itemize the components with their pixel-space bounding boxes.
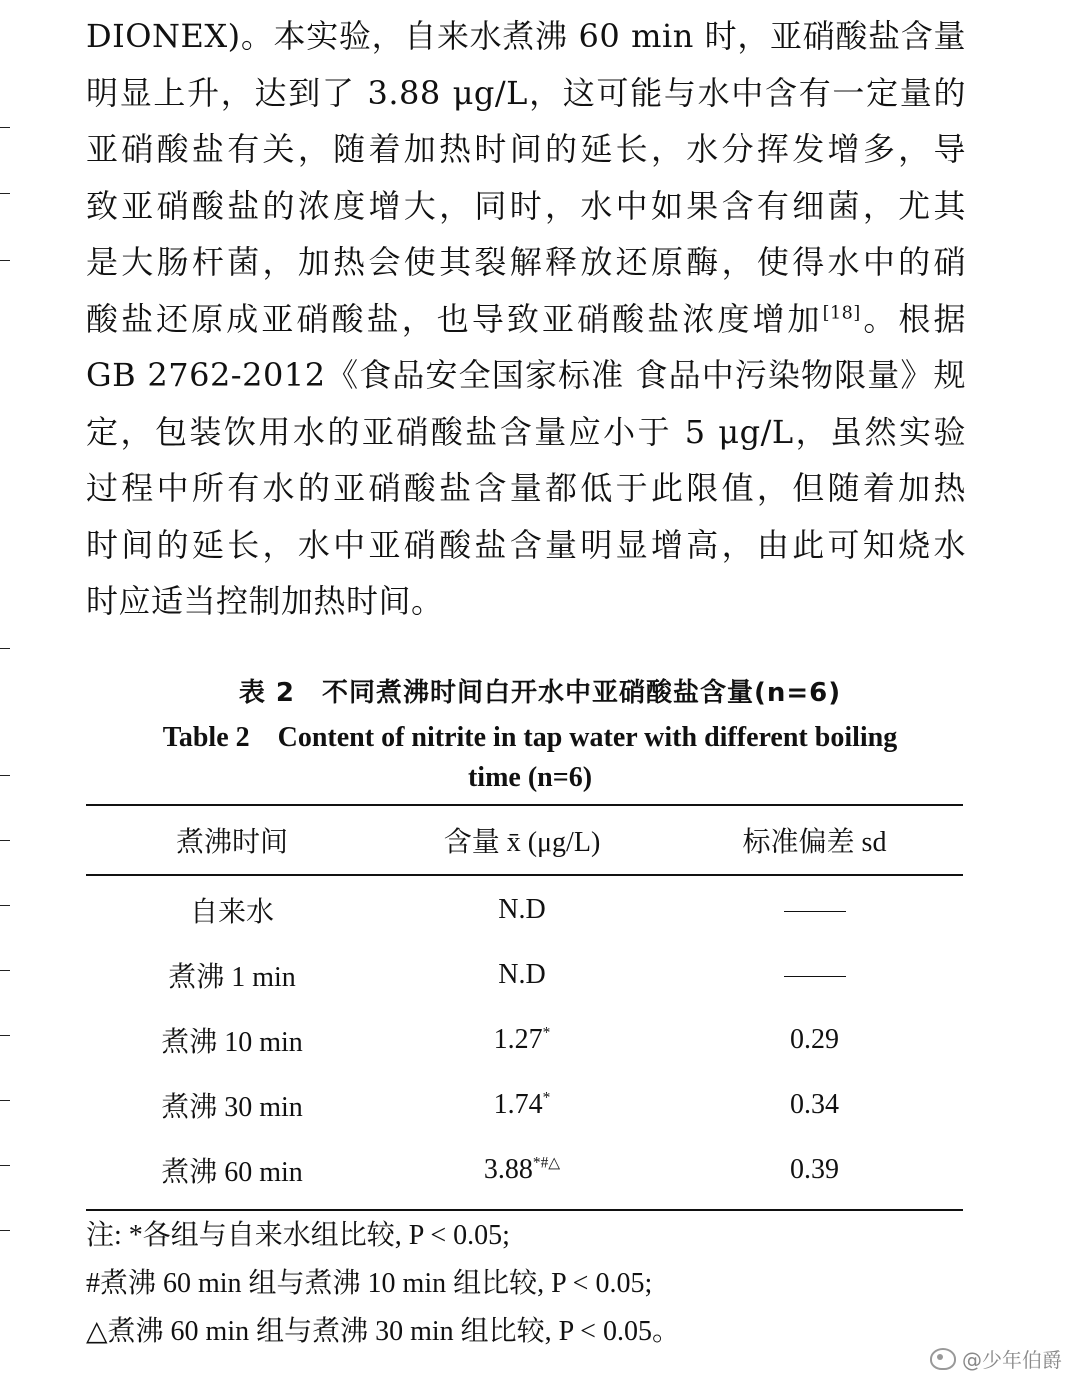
- table-header-row: [86, 806, 963, 874]
- margin-tick: [0, 260, 10, 261]
- table-caption-en: [90, 718, 970, 798]
- cell-sd: [666, 894, 963, 926]
- margin-tick: [0, 1035, 10, 1036]
- paragraph-line: 明显上升，达到了 3.88 μg/L，这可能与水中含有一定量的: [86, 73, 966, 112]
- cell-sd: 0.29: [790, 1024, 839, 1055]
- note-line: #煮沸 60 min 组与煮沸 10 min 组比较, P < 0.05;: [86, 1268, 653, 1299]
- paragraph-line: 时间的延长，水中亚硝酸盐含量明显增高，由此可知烧水: [86, 525, 966, 564]
- header-content: 含量 x̄ (μg/L): [443, 827, 601, 858]
- content-value: 3.88: [483, 1154, 533, 1185]
- paragraph-line: 致亚硝酸盐的浓度增大，同时，水中如果含有细菌，尤其: [86, 186, 966, 225]
- margin-tick: [0, 970, 10, 971]
- paragraph-line: DIONEX)。本实验，自来水煮沸 60 min 时，亚硝酸盐含量: [86, 17, 966, 55]
- margin-tick: [0, 775, 10, 776]
- caption-en-line: time (n=6): [467, 762, 593, 793]
- cell-sd: 0.39: [790, 1154, 839, 1185]
- table-row: [86, 1073, 963, 1138]
- cell-boil-time: 煮沸 60 min: [161, 1157, 303, 1188]
- table-row: [86, 878, 963, 943]
- margin-tick: [0, 648, 10, 649]
- significance-mark: *: [542, 1024, 551, 1042]
- table-body: [86, 876, 963, 1209]
- cell-boil-time: 煮沸 30 min: [161, 1092, 303, 1123]
- paragraph-line: GB 2762-2012《食品安全国家标准 食品中污染物限量》规: [86, 356, 966, 394]
- table-notes: [86, 1212, 680, 1356]
- weibo-icon: [930, 1348, 956, 1370]
- content-value: 1.74: [493, 1089, 543, 1120]
- body-paragraph: [86, 8, 966, 630]
- margin-tick: [0, 193, 10, 194]
- cell-content: [378, 1154, 666, 1186]
- table-row: [86, 1008, 963, 1073]
- paragraph-line-tail: 。根据: [860, 299, 966, 338]
- paragraph-line: 过程中所有水的亚硝酸盐含量都低于此限值，但随着加热: [86, 469, 966, 507]
- cell-boil-time: 自来水: [189, 897, 274, 928]
- paragraph-line: 定，包装饮用水的亚硝酸盐含量应小于 5 μg/L，虽然实验: [86, 412, 966, 451]
- table-bottom-rule: [86, 1209, 963, 1211]
- content-value: N.D: [498, 959, 546, 990]
- cell-content: [378, 959, 666, 991]
- paragraph-line: 时应适当控制加热时间。: [86, 582, 444, 620]
- cell-content: [378, 894, 666, 926]
- header-boil-time: 煮沸时间: [175, 827, 288, 858]
- cell-sd: 0.34: [790, 1089, 839, 1120]
- table-caption-cn: 表 2 不同煮沸时间白开水中亚硝酸盐含量(n=6): [238, 678, 842, 708]
- paragraph-line: 亚硝酸盐有关，随着加热时间的延长，水分挥发增多，导: [86, 130, 966, 168]
- sd-dash: [784, 976, 846, 978]
- nitrite-table: [86, 804, 963, 1211]
- citation-ref: [18]: [822, 302, 861, 323]
- note-line: △煮沸 60 min 组与煮沸 30 min 组比较, P < 0.05。: [86, 1316, 680, 1347]
- paragraph-line-text: 酸盐还原成亚硝酸盐，也导致亚硝酸盐浓度增加: [86, 299, 823, 338]
- table-row: [86, 943, 963, 1008]
- cell-sd: [666, 959, 963, 991]
- paragraph-line-with-citation: [86, 291, 966, 348]
- table-row: [86, 1138, 963, 1203]
- watermark: [930, 1344, 1062, 1373]
- margin-tick: [0, 1230, 10, 1231]
- cell-boil-time: 煮沸 1 min: [168, 962, 296, 993]
- margin-tick: [0, 1100, 10, 1101]
- significance-mark: *: [542, 1089, 551, 1107]
- content-value: 1.27: [493, 1024, 543, 1055]
- sd-dash: [784, 911, 846, 913]
- note-line: 注: *各组与自来水组比较, P < 0.05;: [86, 1220, 510, 1251]
- significance-mark: *#△: [532, 1154, 561, 1172]
- paragraph-line: 是大肠杆菌，加热会使其裂解释放还原酶，使得水中的硝: [86, 243, 966, 281]
- cell-content: [378, 1089, 666, 1121]
- margin-tick: [0, 905, 10, 906]
- watermark-text: @少年伯爵: [962, 1348, 1062, 1372]
- content-value: N.D: [498, 894, 546, 925]
- cell-boil-time: 煮沸 10 min: [161, 1027, 303, 1058]
- margin-tick: [0, 840, 10, 841]
- margin-tick: [0, 1165, 10, 1166]
- header-sd: 标准偏差 sd: [742, 827, 887, 858]
- cell-content: [378, 1024, 666, 1056]
- caption-en-line: Table 2 Content of nitrite in tap water with different boiling: [162, 722, 898, 753]
- margin-tick: [0, 127, 10, 128]
